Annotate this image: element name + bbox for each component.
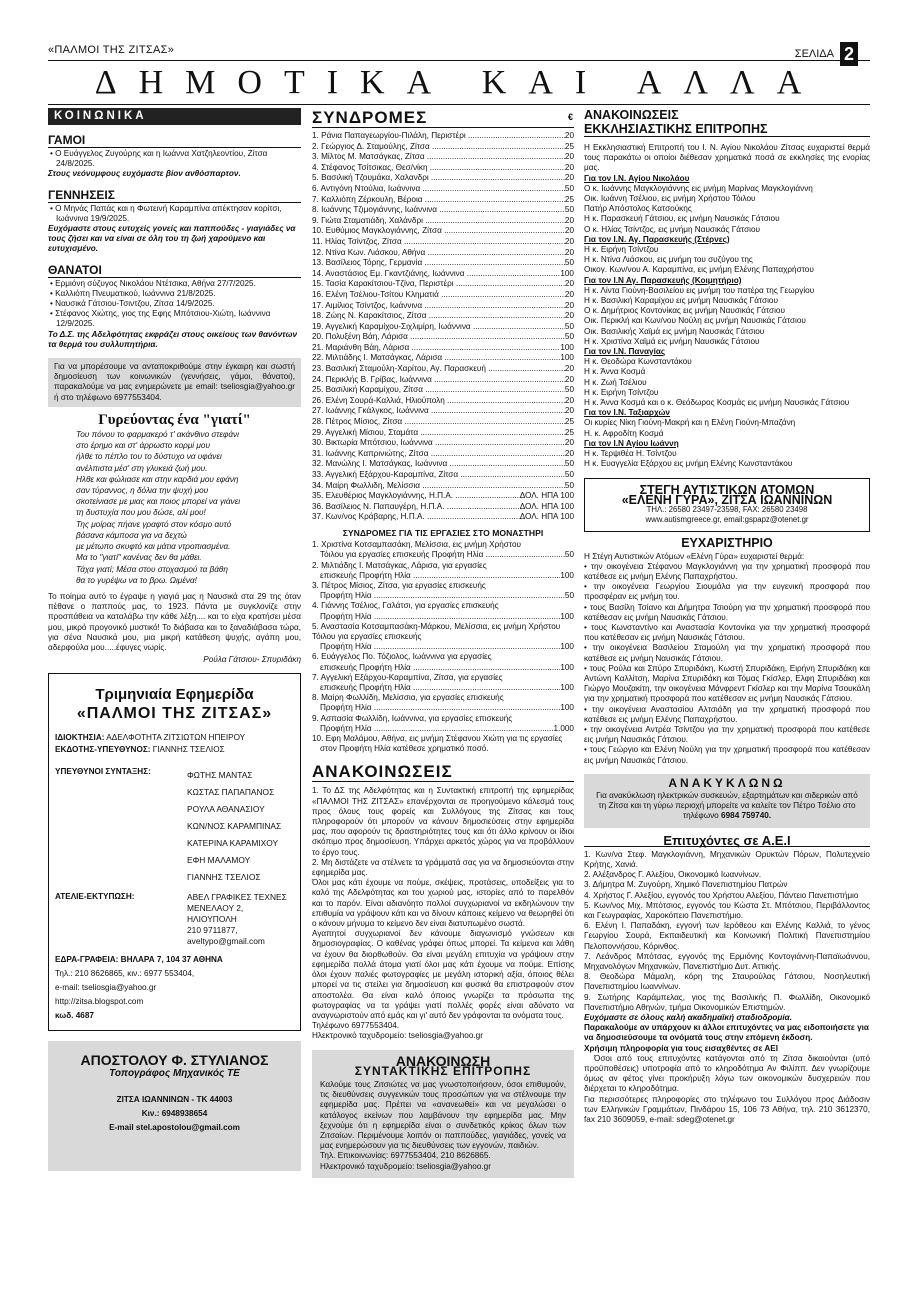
deaths-heading: ΘΑΝΑΤΟΙ: [48, 263, 301, 278]
owner-name: ΑΔΕΛΦΟΤΗΤΑ ΖΙΤΣΙΩΤΩΝ ΗΠΕΙΡΟΥ: [106, 732, 246, 742]
column-middle: [312, 108, 574, 1178]
wedding-item: • Ο Ευάγγελος Ζυγούρης και η Ιωάννα Χατζηλεοντίου, Ζίτσα 24/8/2025.: [50, 149, 268, 169]
church-group-heading: Για τον Ι.Ν. Ταξιαρχών: [584, 408, 670, 418]
success-item: 1. Κων/να Στεφ. Μαγκλογιάννη, Μηχανικών Ορυκτών Πόρων, Πολυτεχνείο Κρήτης, Χανιά.: [584, 849, 870, 869]
thanks-list: [584, 562, 870, 766]
church-group-heading: Για τον Ι.Ν Αγ. Παρασκευής (Κοιμητήριο): [584, 275, 742, 285]
office-address: ΕΔΡΑ-ΓΡΑΦΕΙΑ: ΒΗΛΑΡΑ 7, 104 37 ΑΘΗΝΑ: [55, 955, 223, 965]
info-body-2: Για περισσότερες πληροφορίες στο τηλέφωνο του Συλλόγου προς Διάδοσιν των Ελληνικών Γραμμάτων, Πινδάρου 15, 106 73 Αθήνα, τηλ. 210 3612370, fax 210 3609059, e-mail: sdeg@otenet.gr: [584, 1094, 870, 1125]
church-donor: Οι κυρίες Νίκη Γιούνη-Μακρή και η Ελένη Γιούνη-Μπαζάνη: [584, 418, 796, 428]
monastery-last: 10. Εφη Μαλάμου, Αθήνα, εις μνήμη Στέφανου Χιώτη για τις εργασίες στον Προφήτη Ηλία κατέθεσε χρηματικό ποσό.: [312, 734, 563, 754]
church-donor: Οικ. Βασιλικής Χαϊμά εις μνήμη Ναυσικάς Γάτσιου: [584, 326, 765, 336]
subscription-row: 13. Βασίλειος Τόρης, Γερμανία ..... 50: [312, 258, 574, 269]
monastery-heading: ΣΥΝΔΡΟΜΕΣ ΓΙΑ ΤΙΣ ΕΡΓΑΣΙΕΣ ΣΤΟ ΜΟΝΑΣΤΗΡΙ: [342, 527, 544, 538]
committee-subtitle: ΣΥΝΤΑΚΤΙΚΗΣ ΕΠΙΤΡΟΠΗΣ: [354, 1063, 532, 1078]
monastery-entry: 9. Ασπασία Φωλλίδη, Ιωάννινα, για εργασίες επισκευής Προφήτη Ηλία ..... 1.000: [312, 714, 574, 734]
subscription-row: 1. Ράνια Παπαγεωργίου-Πιλάλη, Περιστέρι ..... 20: [312, 131, 574, 142]
thanks-item: • τους Βασίλη Τσίανο και Δήμητρα Τσιούρη για την χρηματική προσφορά που κατέθεσαν εις μνήμη Ναυσικάς Γάτσιου.: [584, 602, 870, 622]
church-donor: Πατήρ Απόστολος Κατσούκης: [584, 204, 692, 214]
page-number: 2: [840, 42, 858, 66]
weddings-heading: ΓΑΜΟΙ: [48, 133, 301, 148]
column-left: [48, 108, 301, 1171]
recycle-body: Για ανακύκλωση ηλεκτρικών συσκευών, εξαρτημάτων και σιδερικών από τη Ζίτσα και τη γύρω περιοχή μπορείτε να καλείτε τον Πέτρο Τσέλιο στο τηλέφωνο 6984 759740.: [596, 790, 858, 821]
printing-info: ΑΤΕΛΙΕ-ΕΚΤΥΠΩΣΗ: ΑΒΕΛ ΓΡΑΦΙΚΕΣ ΤΕΧΝΕΣ ΜΕΝΕΛΑΟΥ 2, ΗΛΙΟΥΠΟΛΗ 210 9711877, aveltypo@gmail.com: [55, 892, 287, 947]
info-heading: Χρήσιμη πληροφορία για τους εισαχθέντες σε ΑΕΙ: [584, 1043, 779, 1053]
announce-phone: Τηλέφωνο 6977553404.: [312, 1021, 400, 1031]
monastery-entry: 5. Αναστασία Κοτσαμπασάκη-Μάρκου, Μελίσσια, εις μνήμη Χρήστου Τόιλου για εργασίες επισκευής Προφήτη Ηλία ..... 100: [312, 622, 574, 653]
autism-home-box: [584, 478, 870, 533]
church-donor: Η κ. Λίντα Γιούνη-Βασιλείου εις μνήμη του πατέρα της Γεωργίου: [584, 285, 815, 295]
subscription-row: 23. Βασιλική Σταμούλη-Χαρίτου, Αγ. Παρασκευή ..... 20: [312, 364, 574, 375]
subscription-row: 9. Γιώτα Σταματιάδη, Χαλάνδρι ..... 20: [312, 216, 574, 227]
subscription-row: 2. Γεώργιος Δ. Σταμούλης, Ζίτσα ..... 25: [312, 142, 574, 153]
thanks-item: • τους Κωνσταντίνο και Αναστασία Κοντονίκα για την χρηματική προσφορά που κατέθεσαν εις μνήμη Ναυσικάς Γάτσιου.: [584, 622, 870, 643]
newspaper-name: «ΠΑΛΜΟΙ ΤΗΣ ΖΙΤΣΑΣ»: [48, 44, 175, 56]
monastery-entry: 7. Αγγελική Εξάρχου-Καραμπίνα, Ζίτσα, για εργασίες επισκευής Προφήτη Ηλία ..... 100: [312, 673, 574, 693]
success-item: 7. Λεάνδρος Μπότσας, εγγονός της Ερμιόνης Κοντογιάννη-Παπαϊωάννου, Μηχανολόγων Μηχανικών, Πανεπιστήμιο Δυτ. Αττικής.: [584, 951, 870, 972]
church-intro: Η Εκκλησιαστική Επιτροπή του Ι. Ν. Αγίου Νικολάου Ζίτσας ευχαριστεί θερμά τους παρακάτω οι οποίοι διέθεσαν χρηματικά ποσά σε εκκλησίες της ενορίας μας.: [584, 143, 870, 173]
success-item: 4. Χρήστος Γ. Αλεξίου, εγγονός του Χρήστου Αλεξίου, Πάντειο Πανεπιστήμιο: [584, 890, 859, 900]
ad-name: ΑΠΟΣΤΟΛΟΥ Φ. ΣΤΥΛΙΑΝΟΣ: [80, 1052, 269, 1069]
church-donor: Οικογ. Κων/νου Α. Καραμπίνα, εις μνήμη Ελένης Παπαχρήστου: [584, 265, 814, 275]
social-notice: Για να μπορέσουμε να ανταποκριθούμε στην έγκαιρη και σωστή δημοσίευση των κοινωνικών (γεννήσεις, γάμοι, θάνατοι), παρακαλούμε να μας ενημερώνετε με email: tseliosgia@yahoo.gr ή στο τηλέφωνο 6977553404.: [48, 358, 301, 407]
recycle-box: [584, 774, 870, 828]
announce-p2: 2. Μη διστάζετε να στέλνετε τα γράμματά σας για να δημοσιεύονται στην εφημερίδα μας.: [312, 857, 574, 878]
success-item: 9. Σωτήρης Καράμπελας, γιος της Βασιλικής Π. Φωλλίδη, Οικονομικό Πανεπιστήμιο Αθηνών, τμήμα Οικονομικών Επιστημών.: [584, 992, 870, 1012]
subscription-row: 4. Στέφανος Τσίτσικας, Θεσ/νίκη ..... 20: [312, 163, 574, 174]
subscription-row: 6. Αντιγόνη Ντούλια, Ιωάννινα ..... 50: [312, 184, 574, 195]
office-phone: Τηλ.: 210 8626865, κιν.: 6977 553404,: [55, 969, 195, 979]
subscription-row: 17. Αιμίλιος Τσίντζος, Ιωάννινα ..... 20: [312, 301, 574, 312]
wedding-wish: Στους νεόνυμφους ευχόμαστε βίον ανθόσπαρτον.: [48, 169, 241, 179]
ad-email: E-mail stel.apostolou@gmail.com: [109, 1123, 240, 1133]
church-donor: Η κ. Τερψιθέα Η. Τσίντζου: [584, 449, 677, 459]
monastery-entry: 8. Μαίρη Φωλλίδη, Μελίσσια, για εργασίες επισκευής Προφήτη Ηλία ..... 100: [312, 693, 574, 713]
thanks-item: • την οικογένεια Στέφανου Μαγκλογιάννη για την χρηματική προσφορά που κατέθεσε εις μνήμη Ελένης Παπαχρήστου.: [584, 561, 870, 581]
committee-body: Καλούμε τους Ζιτσιώτες να μας γνωστοποιήσουν, όσοι επιθυμούν, τις διευθύνσεις συγγενικών τους προσώπων για να στέλνουμε την εφημερίδα μας. Πρέπει να «ανανεωθεί» και να μεγαλώσει ο κατάλογος εκείνων που λαμβάνουν την εφημερίδα μας. Μην ξεχνούμε ότι η εφημερίδα είναι ο συνδετικός κρίκος όλων των Ζιτσαίων. Περιμένουμε λοιπόν οι παππούδες, γιαγιάδες, γονείς να μας ενημερώσουν για τις διευθύνσεις των εγγονών, παιδιών.: [320, 1079, 566, 1151]
birth-item: • Ο Μηνάς Παπάς και η Φωτεινή Καραμπίνα απέκτησαν κορίτσι, Ιωάννινα 19/9/2025.: [50, 203, 282, 223]
church-group-heading: Για τον Ι.Ν. Αγίου Νικολάου: [584, 173, 690, 183]
code-number: κωδ. 4687: [55, 1011, 94, 1021]
publisher-name: ΓΙΑΝΝΗΣ ΤΣΕΛΙΟΣ: [152, 744, 225, 754]
poem-title: Γυρεύοντας ένα "γιατί": [98, 411, 251, 428]
monastery-entry: 3. Πέτρος Μίσιος, Ζίτσα, για εργασίες επισκευής Προφήτη Ηλία ..... 50: [312, 581, 574, 601]
subscription-row: 35. Ελευθέριος Μαγκλογιάννης, Η.Π.Α. ..... ΔΟΛ. ΗΠΑ 100: [312, 491, 574, 502]
subscription-row: 18. Ζώης Ν. Καρακίτσιος, Ζίτσα ..... 20: [312, 311, 574, 322]
subscription-row: 24. Περικλής Β. Γρίβας, Ιωάννινα ..... 20: [312, 375, 574, 386]
death-item: • Στέφανος Χιώτης, γιος της Εφης Μπότσιου-Χιώτη, Ιωάννινα 12/9/2025.: [50, 309, 271, 329]
subscription-row: 32. Μανώλης Ι. Ματσάγκας, Ιωάννινα ..... 50: [312, 459, 574, 470]
subscription-row: 36. Βασίλειος Ν. Παπαυγέρη, Η.Π.Α. ..... ΔΟΛ. ΗΠΑ 100: [312, 502, 574, 513]
poem-body: Του πόνου το φαρμακερό τ' ακάνθινο στεφάνι στο έρημο και στ' άρρωστο κορμί μου ήλθε το πέπλο του το δύστυχο να υφάνει ανέλπιστα μέσ' στη γλυκειά ζωή μου. Ηλθε και φώλιασε και στην καρδιά μου εφάνη σαν τύραννος, η δόλια την ψυχή μου σκοτείνιασε με μιας και ποιος μπορεί να γιάνει τη δυστυχία που μου δώσε, αλί μου! Της μοίρας πήανε γραφτό στον κόσμο αυτό βάσανα κάμποσα για να δεχτώ με μέτωπο σκυφτό και μάτια ντροπιασμένα. Μα το "γιατί" κανένας δεν θα μάθει. Τάχα γιατί; Μέσα στου στοχασμού τα βάθη θα το γυρέψω να το βρω. Ωιμένα!: [76, 430, 241, 585]
success-wish: Ευχόμαστε σε όλους καλή ακαδημαϊκή σταδιοδρομία.: [584, 1013, 792, 1023]
church-donor: Η κ. Βασιλική Καραμίχου εις μνήμη Ναυσικάς Γάτσιου: [584, 296, 778, 306]
info-body-1: Όσοι από τους επιτυχόντες κατάγονται από τη Ζίτσα δικαιούνται (υπό προϋποθέσεις) υποτροφία από το κληροδότημα Αν Φιλίππ. Δεν γνωρίζουμε όμως αν φέτος γίνει προκήρυξη λόγω των οικονομικών δυσχερειών που διέρχεται το κληροδότημα.: [584, 1053, 870, 1094]
monastery-list: [312, 540, 574, 734]
monastery-entry: 6. Ευάγγελος Πο. Τόζιολος, Ιωάννινα για εργασίες επισκευής Προφήτη Ηλία ..... 100: [312, 652, 574, 672]
top-rule: [48, 60, 870, 61]
subscription-row: 37. Κων/νος Κράβαρης, Η.Π.Α. ..... ΔΟΛ. ΗΠΑ 100: [312, 512, 574, 523]
ad-mobile: Κιν.: 6948938654: [141, 1108, 208, 1118]
subscription-row: 26. Ελένη Σουρά-Καλλιά, Ηλιούπολη ..... 20: [312, 396, 574, 407]
subscription-row: 12. Ντίνα Κων. Λιάσκου, Αθήνα ..... 20: [312, 248, 574, 259]
church-donor: Οικ. Ιωάννη Τσέλιου, εις μνήμη Χρήστου Τόιλου: [584, 194, 756, 204]
thanks-item: • τους Γεώργιο και Ελένη Νούλη για την χρηματική προσφορά που κατέθεσαν εις μνήμη Ναυσικάς Γάτσιου.: [584, 745, 870, 765]
subscription-row: 34. Μαίρη Φωλλιδη, Μελίσσια ..... 50: [312, 481, 574, 492]
birth-wish: Ευχόμαστε στους ευτυχείς γονείς και παππούδες - γιαγιάδες να τους ζήσει και να είναι σε όλη του τη ζωή χαρούμενο και ευτυχισμένο.: [48, 224, 296, 254]
success-item: 5. Κων/νος Μιχ. Μπότσιος, εγγονός του Κώστα Στ. Μπότσιου, Περιβάλλοντος και Γεωγραφίας, Χαροκόπειο Πανεπιστήμιο.: [584, 900, 870, 921]
success-item: 3. Δήμητρα Μ. Ζυγούρη, Χημικό Πανεπιστημίου Πατρών: [584, 880, 788, 890]
subscription-row: 28. Πέτρος Μίσιος, Ζίτσα ..... 25: [312, 417, 574, 428]
recycle-title: ΑΝΑΚΥΚΛΩΝΩ: [668, 775, 786, 790]
church-donor: Η κ. Χριστίνα Χαϊμά εις μνήμη Ναυσικάς Γάτσιου: [584, 336, 760, 346]
editorial-box: Τριμηνιαία Εφημερίδα «ΠΑΛΜΟΙ ΤΗΣ ΖΙΤΣΑΣ» ΙΔΙΟΚΤΗΣΙΑ: ΑΔΕΛΦΟΤΗΤΑ ΖΙΤΣΙΩΤΩΝ ΗΠΕΙΡΟΥ ΕΚΔΟΤΗΣ-ΥΠΕΥΘΥΝΟΣ: ΓΙΑΝΝΗΣ ΤΣΕΛΙΟΣ ΥΠΕΥΘΥΝΟΙ ΣΥΝΤΑΞΗΣ: ΦΩΤΗΣ ΜΑΝΤΑΣ ΚΩΣΤΑΣ ΠΑΠΑΠΑΝΟΣ ΡΟΥΛΑ ΑΘΑΝΑΣΙΟΥ ΚΩΝ/ΝΟΣ ΚΑΡΑΜΠΙΝΑΣ ΚΑΤΕΡΙΝΑ ΚΑΡΑΜΙΧΟΥ ΕΦΗ ΜΑΛΑΜΟΥ ΓΙΑΝΝΗΣ ΤΣΕΛΙΟΣ ΑΤΕΛΙΕ-ΕΚΤΥΠΩΣΗ: ΑΒΕΛ ΓΡΑΦΙΚΕΣ ΤΕΧΝΕΣ ΜΕΝΕΛΑΟΥ 2, ΗΛΙΟΥΠΟΛΗ 210 9711877, aveltypo@gmail.com ΕΔΡΑ-ΓΡΑΦΕΙΑ: ΒΗΛΑΡΑ 7, 104 37 ΑΘΗΝΑ Τηλ.: 210 8626865, κιν.: 6977 553404, e-mail: tseliosgia@yahoo.gr http://zitsa.blogspot.com κωδ. 4687: [48, 673, 301, 1031]
success-list: [584, 850, 870, 1013]
poem-note: Το ποίημα αυτό το έγραψε η γιαγιά μας η Ναυσικά στα 29 της όταν πέθανε ο παππούς μας, το 1923. Πάντα με συγκλονίζε στην προσπάθεια να καταλάβω την κάθε λέξη.... και το είχα κρατήσει μέσα μου, μικρό προγονικό μυστικό! Το διάβασα και το ξαναδιάβασα τώρα, για σένα Ναυσικά μου, μια μικρή κατάθεση ψυχής, αγάπη μου, αδερφούλα μου.....έφυγες νωρίς.: [48, 591, 301, 652]
church-donor: Η κ. Ντίνα Λιάσκου, εις μνήμη του συζύγου της: [584, 255, 753, 265]
editorial-title: Τριμηνιαία Εφημερίδα: [95, 686, 254, 704]
subscription-row: 10. Ευθύμιος Μαγκλογιάννης, Ζίτσα ..... 20: [312, 226, 574, 237]
church-donations: [584, 174, 870, 470]
section-masthead: ΔΗΜΟΤΙΚΑ ΚΑΙ ΑΛΛΑ: [94, 64, 824, 101]
church-donor: Ο κ. Δημήτριος Κοντονίκας εις μνήμη Ναυσικάς Γάτσιου: [584, 306, 785, 316]
death-item: • Ναυσικά Γάτσιου-Τσιντζου, Ζίτσα 14/9/2025.: [50, 299, 215, 309]
masthead-rule: [48, 104, 870, 105]
announce-p3: Όλοι μας κάτι έχουμε να πούμε, σκέψεις, προτάσεις, υποδείξεις για το καλό της Αδελφότητας και του χωριού μας, ιστορίες από το παρελθόν και το παρόν. Είναι αδιανόητο πολλοί συγχωριανοί να εκδηλώνουν την επιθυμία να γράψουν κάτι και να δίνουν κάποιες κείμενο να θεωρηθεί ότι ο κάνουν μήνυμα το κείμενο δεν είναι διατυπωμένο σωστά.: [312, 878, 574, 929]
subscription-row: 27. Ιωάννης Γκάλγκος, Ιωάννινα ..... 20: [312, 406, 574, 417]
thanks-item: • τους Ρούλα και Σπύρο Σπυριδάκη, Κωστή Σπυριδάκη, Ειρήνη Σπυριδάκη και Αντώνη Καλλίτση, Μαρίνα Σπυριδάκη και Τόμας Γκίσλερ, Ελφη Σπυριδάκη και Γιώργο Μουζακίτη, την οικογένεια Μάνφρεντ Γκίσλερ και την Μαρίνα Τσουκάλη για την χρηματική προσφορά που κατέθεσαν εις μνήμη Ναυσικάς Γάτσιου.: [584, 663, 870, 704]
subscriptions-list: [312, 131, 574, 523]
ad-title: Τοπογράφος Μηχανικός ΤΕ: [109, 1067, 240, 1079]
subscription-row: 31. Ιωάννης Καπρινιώτης, Ζίτσα ..... 20: [312, 449, 574, 460]
subscription-row: 21. Μαριάνθη Βάη, Λάρισα ..... 100: [312, 343, 574, 354]
ad-address: ΖΙΤΣΑ ΙΩΑΝΝΙΝΩΝ - ΤΚ 44003: [116, 1094, 233, 1104]
announce-p4: Αγαπητοί συγχωριανοί δεν κάνουμε διαγωνισμό γνώσεων και δημοσιογραφίας. Ο καθένας γράφει όπως μπορεί. Τα κείμενα και λάθη να έχουν θα διορθωθούν. Θα είναι μεγάλη επιτυχία να γράψουν στην εφημερίδα πολλά άτομα γιατί όλοι μας κάτι έχουμε να πούμε. Επίσης όλοι έχουν παλιές φωτογραφίες με μεγάλη ιστορική αξία, όποιος θέλει μπορεί να τις στείλει για δημοσίευση και φυσικά θα επιστραφούν στον αποστολέα. Θα είναι καλό όποιος γνωρίζει τα πρόσωπα της φωτογραφίας να τα γράψει γιατί πολλές φορές είναι αδύνατο να αναγνωριστούν από εμάς και γι' αυτό δεν γράφονται τα ονόματα τους.: [312, 929, 574, 1020]
column-right: [584, 108, 870, 1125]
church-subheading: ΕΚΚΛΗΣΙΑΣΤΙΚΗΣ ΕΠΙΤΡΟΠΗΣ: [584, 122, 870, 137]
death-item: • Καλλιόπη Πνευματικού, Ιωάννινα 21/8/2025.: [50, 288, 216, 298]
subscription-row: 3. Μίλτος Μ. Ματσάγκας, Ζίτσα ..... 20: [312, 152, 574, 163]
church-donor: Η κ. Ειρήνη Τσίντζου: [584, 387, 659, 397]
thanks-item: • την οικογένεια Γεωργίου Σιουμάλα για την ευγενική προσφορά που προσφέραν εις μνήμη του.: [584, 582, 870, 602]
page-label: ΣΕΛΙΔΑ: [794, 48, 834, 60]
autism-web: www.autismgreece.gr, email:gspapz@otenet.gr: [645, 515, 809, 525]
announcements-heading: ΑΝΑΚΟΙΝΩΣΕΙΣ: [312, 762, 574, 782]
subscription-row: 33. Αγγελική Εξάρχου-Καραμπίνα, Ζίτσα ..... 50: [312, 470, 574, 481]
births-heading: ΓΕΝΝΗΣΕΙΣ: [48, 188, 301, 203]
monastery-entry: 2. Μιλτιάδης Ι. Ματσάγκας, Λάρισα, για εργασίες επισκευής Προφήτη Ηλία ..... 100: [312, 561, 574, 581]
subscription-row: 30. Βικτωρία Μπότσιου, Ιωάννινα ..... 20: [312, 438, 574, 449]
thanks-item: • την οικογένεια Αντρέα Τσίντζου για την χρηματική προσφορά που κατέθεσε εις μνήμη Ναυσικάς Γάτσιου.: [584, 724, 870, 745]
thanks-intro: Η Στέγη Αυτιστικών Ατόμων «Ελένη Γύρα» ευχαριστεί θερμά:: [584, 551, 805, 561]
church-donor: Η κ. Ειρήνη Τσίντζου: [584, 245, 659, 255]
editorial-paper-name: «ΠΑΛΜΟΙ ΤΗΣ ΖΙΤΣΑΣ»: [76, 704, 273, 722]
church-heading: ΑΝΑΚΟΙΝΩΣΕΙΣ: [584, 108, 679, 122]
thanks-item: • την οικογένεια Βασιλείου Σταμούλη για την χρηματική προσφορά που κατέθεσε εις μνήμη Ναυσικάς Γάτσιου.: [584, 643, 870, 663]
church-donor: Η κ. Θεοδώρα Κωνσταντάκου: [584, 357, 692, 367]
church-donor: Οικ. Περικλή και Κων/νου Νούλη εις μνήμη Ναυσικάς Γάτσιου: [584, 316, 806, 326]
committee-title: ΑΝΑΚΟΙΝΩΣΗ: [395, 1052, 491, 1069]
autism-title: ΣΤΕΓΗ ΑΥΤΙΣΤΙΚΩΝ ΑΤΟΜΩΝ: [639, 482, 815, 497]
subscription-row: 8. Ιωάννης Τζιμογιάννης, Ιωάννινα ..... 50: [312, 205, 574, 216]
surveyor-ad: [48, 1041, 301, 1171]
subscription-row: 20. Πολυξένη Βάη, Λάρισα ..... 50: [312, 332, 574, 343]
announce-email: Ηλεκτρονικό ταχυδρομείο: tseliosgia@yahoo.gr: [312, 1031, 483, 1041]
subscription-row: 15. Τασία Καρακίτσιου-Τζίνα, Περιστέρι ..... 20: [312, 279, 574, 290]
church-donor: Η κ. Ζωή Τσέλιου: [584, 377, 647, 387]
thanks-heading: ΕΥΧΑΡΙΣΤΗΡΙΟ: [681, 536, 773, 551]
church-donor: Ο κ. Ηλίας Τσίντζος, εις μνήμη Ναυσικάς Γάτσιου: [584, 224, 761, 234]
subscription-row: 22. Μιλτιάδης Ι. Ματσάγκας, Λάρισα ..... 100: [312, 353, 574, 364]
success-request: Παρακαλούμε αν υπάρχουν κι άλλοι επιτυχόντες να μας ειδοποιήσετε για να δημοσιεύσουμε τα ονόματά τους στην επόμενη έκδοση.: [584, 1023, 869, 1043]
success-item: 2. Αλέξανδρος Γ. Αλεξίου, Οικονομικό Ιωαννίνων.: [584, 870, 762, 880]
monastery-entry: 4. Γιάννης Τσέλιος, Γαλάτσι, για εργασίες επισκευής Προφήτη Ηλία ..... 100: [312, 601, 574, 621]
subscription-row: 11. Ηλίας Τσίντζος, Ζίτσα ..... 20: [312, 237, 574, 248]
subscription-row: 29. Αγγελική Μίσιου, Σταμάτα ..... 25: [312, 428, 574, 439]
subscription-row: 16. Ελένη Τσέλιου-Τσίτου Κληματιά ..... 20: [312, 290, 574, 301]
social-header: ΚΟΙΝΩΝΙΚΑ: [48, 108, 301, 125]
success-item: 6. Ελένη Ι. Παπαδάκη, εγγονή των Ιερόθεου και Ελένης Καλλιά, το γένος Γεωργίου Σουρά, Εκπαιδευτική και Κοινωνική Πολιτική Πανεπιστημίου Πελοποννήσου, Κόρινθος.: [584, 921, 870, 951]
subscription-row: 5. Βασιλική Τζουμάκα, Χαλανδρι ..... 20: [312, 173, 574, 184]
church-donor: Η κ. Άννα Κοσμά και ο κ. Θεόδωρος Κοσμάς εις μνήμη Ναυσικάς Γάτσιου: [584, 398, 850, 408]
success-heading: Επιτυχόντες σε Α.Ε.Ι: [584, 836, 870, 847]
committee-box: [312, 1050, 574, 1178]
office-email: e-mail: tseliosgia@yahoo.gr: [55, 983, 157, 993]
monastery-entry: 1. Χριστίνα Κοτσαμπασάκη, Μελίσσια, εις μνήμη Χρήστου Τόιλου για εργασίες επισκευής Προφήτη Ηλία ..... 50: [312, 540, 574, 560]
poem-author: Ρούλα Γάτσιου- Σπυριδάκη: [203, 655, 301, 665]
announce-p1: 1. Το ΔΣ της Αδελφότητας και η Συντακτική επιτροπή της εφημερίδας «ΠΑΛΜΟΙ ΤΗΣ ΖΙΤΣΑΣ» επανέρχονται σε προηγούμενο κάλεσμά τους προς όλους τους φορείς και Συλλόγους της Ζίτσας και τους πληροφορούν ότι μπορούν να κάνουν δημοσιεύσεις στην εφημερίδα μας, που αφορούν τις δραστηριότητες τους και ότι άλλο κρίνουν οι ίδιοι σκόπιμο προς δημοσίευση. Υπάρχει αρκετός χώρος για να προβάλλουν το έργο τους.: [312, 786, 574, 857]
subscriptions-heading: ΣΥΝΔΡΟΜΕΣ €: [312, 108, 574, 127]
committee-email: Ηλεκτρονικό ταχυδρομείο: tseliosgia@yahoo.gr: [320, 1161, 491, 1171]
autism-subtitle: «ΕΛΕΝΗ ΓΥΡΑ», ΖΙΤΣΑ ΙΩΑΝΝΙΝΩΝ: [621, 492, 833, 507]
condolences: Το Δ.Σ. της Αδελφότητας εκφράζει στους οικείους των θανόντων τα θερμά του συλλυπητήρια.: [48, 329, 298, 349]
subscription-row: 7. Καλλιόπη Ζέρκουλη, Βέροια ..... 25: [312, 195, 574, 206]
church-group-heading: Για τον Ι.Ν Αγίου Ιωάννη: [584, 438, 679, 448]
death-item: • Ερμιόνη σύζυγος Νικολάου Ντέτσικα, Αθήνα 27/7/2025.: [50, 278, 256, 288]
committee-phone: Τηλ. Επικοινωνίας: 6977553404, 210 8626865.: [320, 1151, 491, 1161]
autism-contact: ΤΗΛ.: 26580 23497-23598, FAX: 26580 23498: [646, 504, 808, 514]
church-group-heading: Για τον Ι.Ν. Αγ. Παρασκευής (Στέρνες): [584, 234, 730, 244]
blog-url: http://zitsa.blogspot.com: [55, 997, 144, 1007]
success-item: 8. Θεοδώρα Μάμαλη, κόρη της Σταυρούλας Γάτσιου, Νοσηλευτική Πανεπιστημίου Ιωαννίνων.: [584, 972, 870, 992]
church-donor: Η κ. Παρασκευή Γάτσιου, εις μνήμη Ναυσικάς Γάτσιου: [584, 214, 780, 224]
subscription-row: 19. Αγγελική Καραμίχου-Σιχλιμίρη, Ιωάννινα ..... 50: [312, 322, 574, 333]
thanks-item: • την οικογένεια Αναστασίου Αλτσιάδη για την χρηματική προσφορά που κατέθεσε εις μνήμη Ελένης Παπαχρήστου.: [584, 704, 870, 724]
church-donor: Η κ. Ευαγγελία Εξάρχου εις μνήμη Ελένης Κωνσταντάκου: [584, 459, 793, 469]
subscription-row: 25. Βασιλική Καραμίχου, Ζίτσα ..... 50: [312, 385, 574, 396]
church-donor: Η. κ. Αφροδίτη Κοσμά: [584, 428, 664, 438]
editors-list: ΥΠΕΥΘΥΝΟΙ ΣΥΝΤΑΞΗΣ: ΦΩΤΗΣ ΜΑΝΤΑΣ ΚΩΣΤΑΣ ΠΑΠΑΠΑΝΟΣ ΡΟΥΛΑ ΑΘΑΝΑΣΙΟΥ ΚΩΝ/ΝΟΣ ΚΑΡΑΜΠΙΝΑΣ ΚΑΤΕΡΙΝΑ ΚΑΡΑΜΙΧΟΥ ΕΦΗ ΜΑΛΑΜΟΥ ΓΙΑΝΝΗΣ ΤΣΕΛΙΟΣ: [55, 767, 282, 883]
church-donor: Η κ. Άννα Κοσμά: [584, 367, 646, 377]
church-donor: Ο κ. Ιωάννης Μαγκλογιάννης εις μνήμη Μαρίνας Μαγκλογιάννη: [584, 183, 813, 193]
subscription-row: 14. Αναστάσιος Εμ. Γκαντζιάνης, Ιωάννινα ..... 100: [312, 269, 574, 280]
church-group-heading: Για τον Ι.Ν. Παναγίας: [584, 347, 666, 357]
